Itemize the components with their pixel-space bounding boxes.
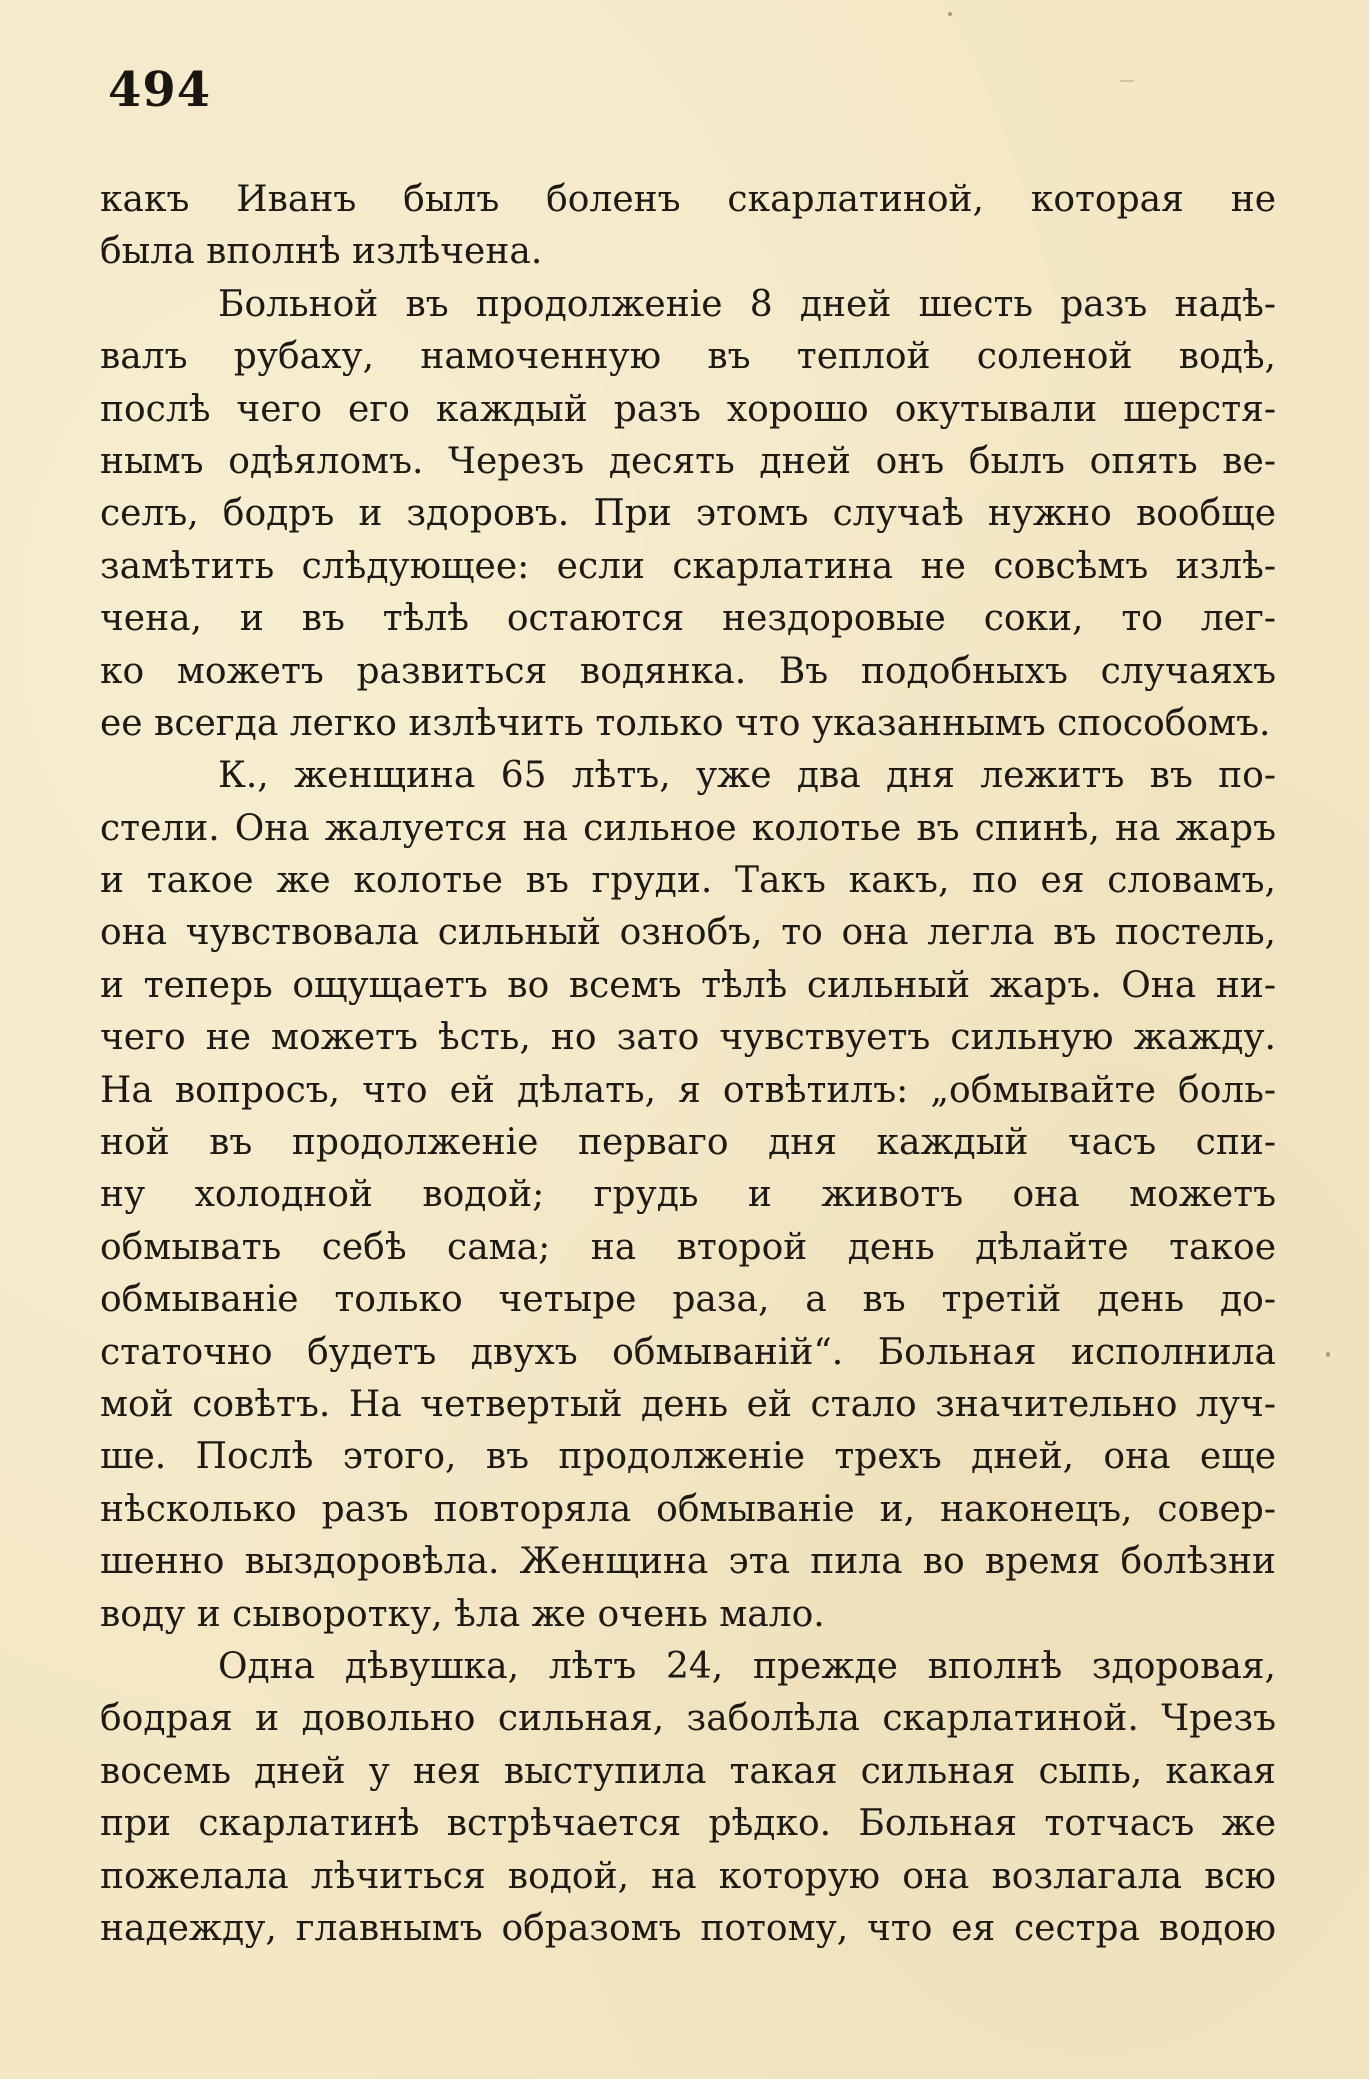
text-line: замѣтить слѣдующее: если скарлатина не совсѣмъ излѣ-	[100, 545, 1276, 587]
text-line: при скарлатинѣ встрѣчается рѣдко. Больная тотчасъ же	[100, 1803, 1276, 1845]
text-line: ной въ продолженіе перваго дня каждый часъ спи-	[100, 1122, 1276, 1164]
text-line: шенно выздоровѣла. Женщина эта пила во время болѣзни	[100, 1541, 1276, 1583]
text-line: обмываніе только четыре раза, а въ третій день до-	[100, 1279, 1276, 1321]
text-line: бодрая и довольно сильная, заболѣла скарлатиной. Чрезъ	[100, 1698, 1276, 1740]
text-line: воду и сыворотку, ѣла же очень мало.	[100, 1593, 825, 1635]
text-line: обмывать себѣ сама; на второй день дѣлайте такое	[100, 1226, 1276, 1268]
print-speck	[1326, 1352, 1330, 1357]
text-line: На вопросъ, что ей дѣлать, я отвѣтилъ: „обмывайте боль-	[100, 1069, 1276, 1111]
print-speck	[948, 12, 952, 16]
text-line: надежду, главнымъ образомъ потому, что ея сестра водою	[100, 1907, 1276, 1949]
text-line: К., женщина 65 лѣтъ, уже два дня лежитъ въ по-	[218, 755, 1276, 797]
text-line: Больной въ продолженіе 8 дней шесть разъ надѣ-	[218, 283, 1276, 325]
text-line: мой совѣтъ. На четвертый день ей стало значительно луч-	[100, 1383, 1276, 1425]
text-line: какъ Иванъ былъ боленъ скарлатиной, которая не	[100, 179, 1276, 220]
text-line: ну холодной водой; грудь и животъ она можетъ	[100, 1174, 1276, 1216]
text-line: она чувствовала сильный ознобъ, то она легла въ постель,	[100, 912, 1276, 954]
text-line: ше. Послѣ этого, въ продолженіе трехъ дней, она еще	[100, 1436, 1276, 1478]
text-line: чего не можетъ ѣсть, но зато чувствуетъ сильную жажду.	[100, 1017, 1276, 1059]
text-line: нымъ одѣяломъ. Черезъ десять дней онъ былъ опять ве-	[100, 440, 1276, 482]
body-text	[100, 174, 1276, 1955]
text-line: валъ рубаху, намоченную въ теплой соленой водѣ,	[100, 336, 1276, 378]
text-line: ее всегда легко излѣчить только что указаннымъ способомъ.	[100, 702, 1271, 744]
text-line: послѣ чего его каждый разъ хорошо окутывали шерстя-	[100, 388, 1276, 430]
text-line: была вполнѣ излѣчена.	[100, 231, 543, 273]
text-line: и теперь ощущаетъ во всемъ тѣлѣ сильный жаръ. Она ни-	[100, 964, 1276, 1006]
text-line: восемь дней у нея выступила такая сильная сыпь, какая	[100, 1750, 1276, 1792]
text-line: селъ, бодръ и здоровъ. При этомъ случаѣ нужно вообще	[100, 493, 1276, 535]
text-line: нѣсколько разъ повторяла обмываніе и, наконецъ, совер-	[100, 1488, 1276, 1530]
text-line: и такое же колотье въ груди. Такъ какъ, по ея словамъ,	[100, 860, 1276, 902]
text-line: Одна дѣвушка, лѣтъ 24, прежде вполнѣ здоровая,	[218, 1645, 1276, 1687]
text-line: стели. Она жалуется на сильное колотье въ спинѣ, на жаръ	[100, 807, 1276, 849]
text-line: чена, и въ тѣлѣ остаются нездоровые соки, то лег-	[100, 598, 1276, 640]
page-number: 494	[108, 62, 212, 118]
print-speck	[1120, 80, 1134, 82]
text-line: статочно будетъ двухъ обмываній“. Больная исполнила	[100, 1331, 1276, 1373]
text-line: ко можетъ развиться водянка. Въ подобныхъ случаяхъ	[100, 650, 1276, 692]
text-line: пожелала лѣчиться водой, на которую она возлагала всю	[100, 1855, 1276, 1897]
